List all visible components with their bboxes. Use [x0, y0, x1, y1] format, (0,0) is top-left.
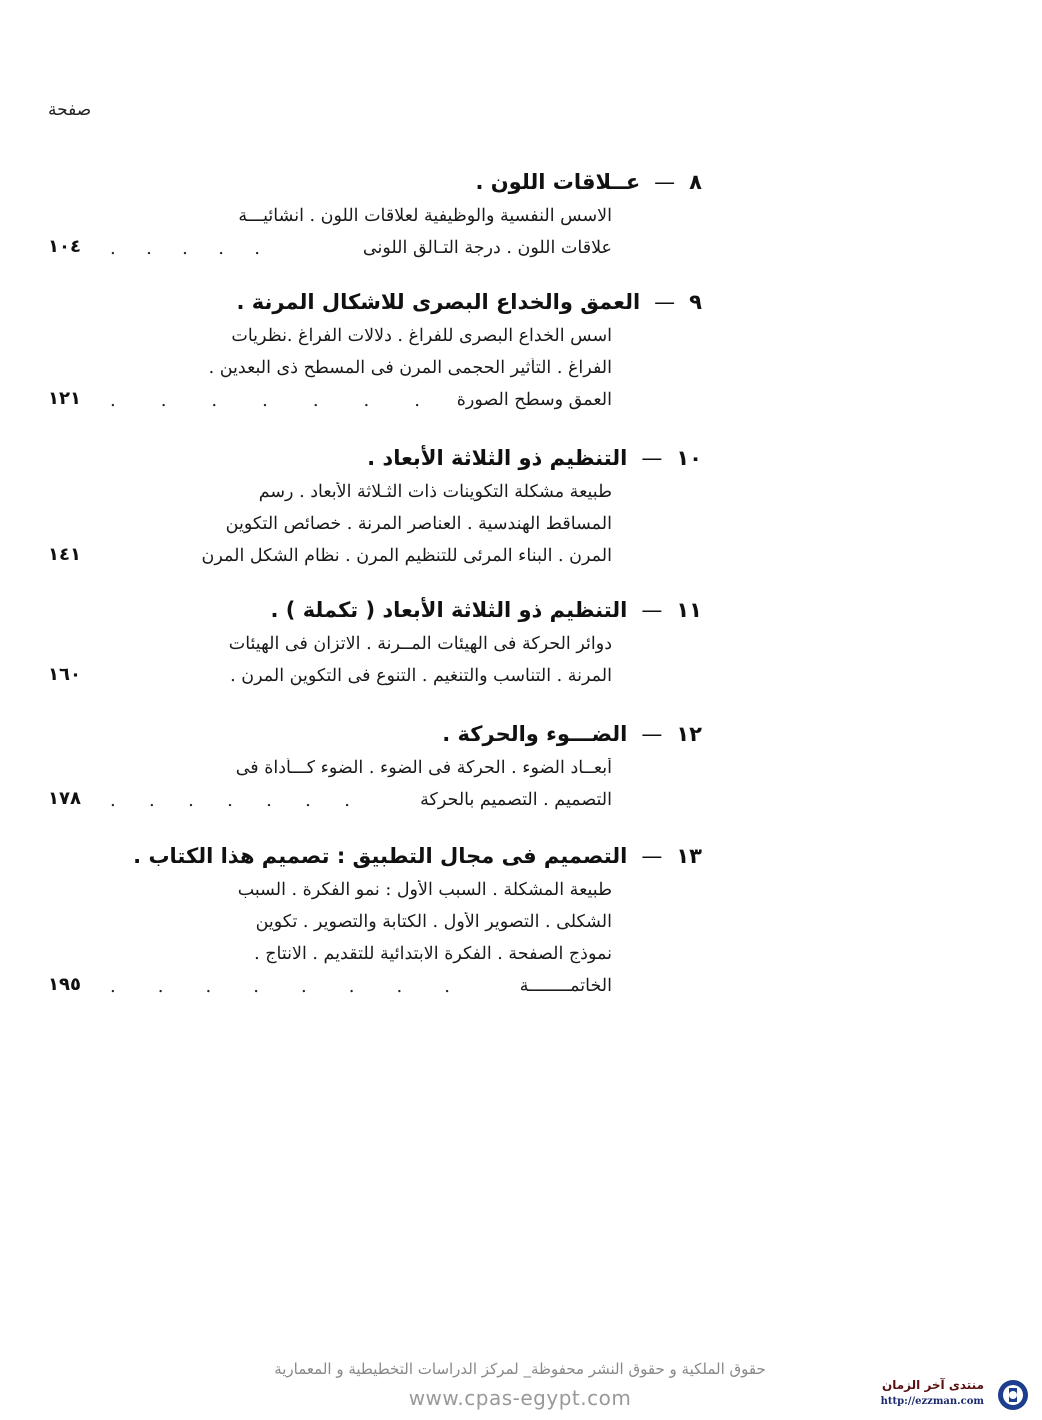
section-line: طبيعة مشكلة التكوينات ذات الثـلاثة الأبعاد . رسم: [258, 482, 612, 502]
dot-leader: [110, 790, 350, 811]
section-heading: [133, 844, 702, 868]
section-line: الخاتمــــــــة: [519, 976, 612, 996]
section-dash: —: [641, 598, 663, 622]
leader-dot: .: [205, 976, 212, 997]
leader-dot: .: [110, 790, 116, 811]
section-dash: —: [654, 290, 676, 314]
section-title: التصميم فى مجال التطبيق : تصميم هذا الكتاب .: [133, 844, 628, 868]
section-number: ٩: [689, 290, 702, 314]
section-heading: [271, 598, 703, 622]
section-heading: [475, 170, 702, 194]
section-line: المرنة . التناسب والتنغيم . التنوع فى التكوين المرن .: [230, 666, 612, 686]
section-number: ١٠: [676, 446, 702, 470]
forum-emblem-icon: [996, 1378, 1030, 1412]
leader-dot: .: [301, 976, 307, 997]
leader-dot: .: [146, 238, 152, 259]
leader-dot: .: [253, 976, 259, 997]
section-heading: [367, 446, 702, 470]
page-number: ١٩٥: [48, 974, 81, 995]
leader-dot: .: [110, 976, 116, 997]
section-dash: —: [641, 722, 663, 746]
section-line: الشكلى . التصوير الأول . الكتابة والتصوير . تكوين: [255, 912, 612, 932]
section-number: ٨: [689, 170, 702, 194]
section-dash: —: [641, 446, 663, 470]
forum-name: منتدى آخر الزمان: [882, 1378, 984, 1392]
section-line: المرن . البناء المرئى للتنظيم المرن . نظام الشكل المرن: [201, 546, 612, 566]
leader-dot: .: [254, 238, 260, 259]
leader-dot: .: [218, 238, 224, 259]
section-line: التصميم . التصميم بالحركة: [420, 790, 612, 810]
section-number: ١٣: [676, 844, 702, 868]
page-number: ١٠٤: [48, 236, 81, 257]
leader-dot: .: [312, 390, 319, 411]
leader-dot: .: [396, 976, 403, 997]
section-heading: [236, 290, 702, 314]
leader-dot: .: [110, 390, 116, 411]
leader-dot: .: [262, 390, 268, 411]
leader-dot: .: [305, 790, 311, 811]
section-line: نموذج الصفحة . الفكرة الابتدائية للتقديم . الانتاج .: [254, 944, 612, 964]
leader-dot: .: [110, 238, 116, 259]
page-number: ١٢١: [48, 388, 81, 409]
forum-url: http://ezzman.com: [880, 1396, 984, 1407]
section-title: التنظيم ذو الثلاثة الأبعاد ( تكملة ) .: [270, 598, 628, 622]
section-line: العمق وسطح الصورة: [456, 390, 612, 410]
section-line: الاسس النفسية والوظيفية لعلاقات اللون . انشائيـــة: [238, 206, 612, 226]
section-title: الضـــوء والحركة .: [442, 722, 628, 746]
section-title: العمق والخداع البصرى للاشكال المرنة .: [236, 290, 641, 314]
leader-dot: .: [266, 790, 272, 811]
page-footer: [0, 1358, 1042, 1420]
page-column-label: صفحة: [48, 100, 92, 120]
publisher-url: www.cpas-egypt.com: [408, 1386, 632, 1410]
leader-dot: .: [182, 238, 188, 259]
leader-dot: .: [348, 976, 355, 997]
page-number: ١٦٠: [48, 664, 81, 685]
leader-dot: .: [160, 390, 167, 411]
leader-dot: .: [414, 390, 420, 411]
leader-dot: .: [227, 790, 233, 811]
leader-dot: .: [211, 390, 218, 411]
leader-dot: .: [188, 790, 194, 811]
forum-logo: [860, 1378, 1040, 1418]
dot-leader: [110, 238, 260, 259]
section-dash: —: [654, 170, 676, 194]
page-number: ١٧٨: [48, 788, 81, 809]
section-line: طبيعة المشكلة . السبب الأول : نمو الفكرة . السبب: [237, 880, 612, 900]
section-heading: [442, 722, 702, 746]
leader-dot: .: [363, 390, 370, 411]
page-number: ١٤١: [48, 544, 81, 565]
dot-leader: [110, 976, 450, 997]
section-line: أبعــاد الضوء . الحركة فى الضوء . الضوء كـــأداة فى: [235, 758, 612, 778]
section-line: دوائر الحركة فى الهيئات المــرنة . الاتزان فى الهيئات: [228, 634, 612, 654]
section-title: عــلاقات اللون .: [475, 170, 641, 194]
section-line: الفراغ . التأثير الحجمى المرن فى المسطح ذى البعدين .: [208, 358, 612, 378]
section-line: علاقات اللون . درجة التـالق اللونى: [362, 238, 612, 258]
leader-dot: .: [344, 790, 350, 811]
copyright-notice: حقوق الملكية و حقوق النشر محفوظة_ لمركز الدراسات التخطيطية و المعمارية: [274, 1360, 766, 1378]
section-number: ١١: [676, 598, 702, 622]
leader-dot: .: [444, 976, 450, 997]
leader-dot: .: [157, 976, 164, 997]
dot-leader: [110, 390, 420, 411]
section-number: ١٢: [676, 722, 702, 746]
section-line: اسس الخداع البصرى للفراغ . دلالات الفراغ .نظريات: [231, 326, 612, 346]
section-line: المساقط الهندسية . العناصر المرنة . خصائص التكوين: [225, 514, 612, 534]
section-title: التنظيم ذو الثلاثة الأبعاد .: [367, 446, 628, 470]
section-dash: —: [641, 844, 663, 868]
leader-dot: .: [149, 790, 155, 811]
